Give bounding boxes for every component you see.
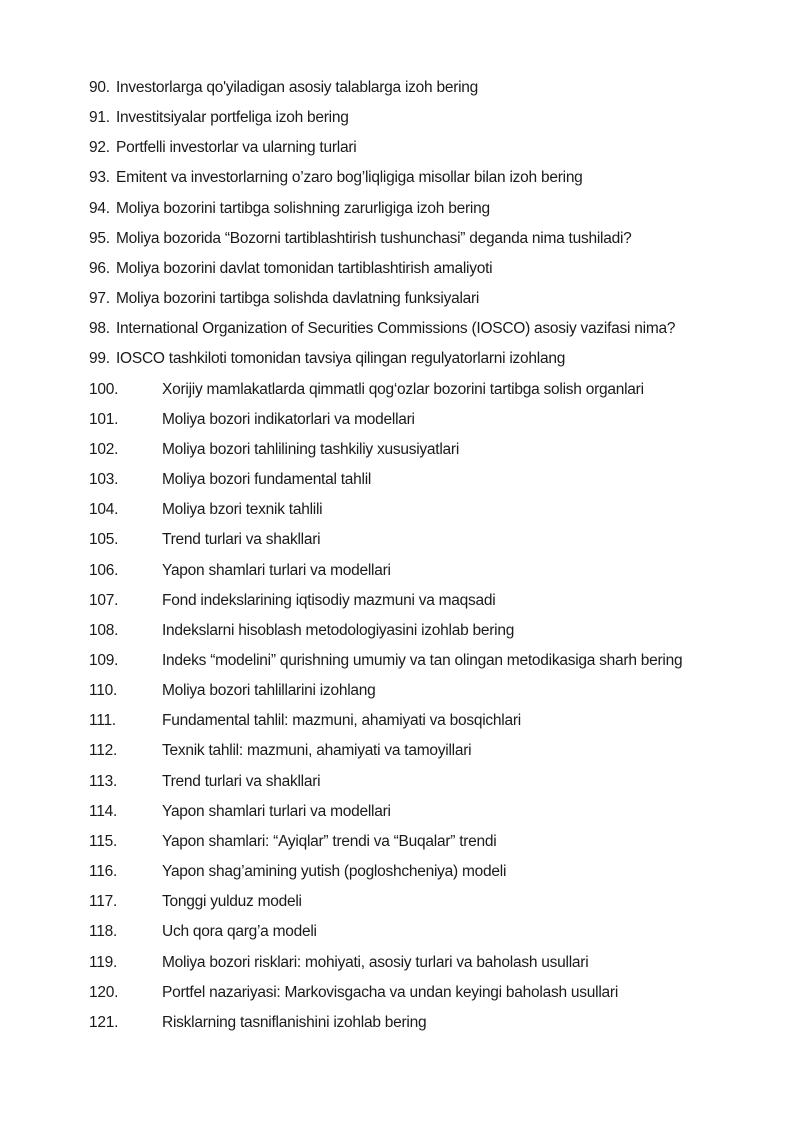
item-number: 91. [89,109,110,127]
item-text: Fond indekslarining iqtisodiy mazmuni va maqsadi [162,591,496,609]
list-item [89,736,779,766]
item-text: Emitent va investorlarning o’zaro bog’liqligiga misollar bilan izoh bering [116,169,583,187]
list-item [89,857,779,887]
item-text: Tonggi yulduz modeli [162,893,302,911]
list-item [89,978,779,1008]
item-text: Yapon shamlari: “Ayiqlar” trendi va “Buqalar” trendi [162,832,497,850]
list-item [89,435,779,465]
item-text: Texnik tahlil: mazmuni, ahamiyati va tamoyillari [162,742,472,760]
list-item [89,556,779,586]
item-number: 93. [89,169,110,187]
item-text: Moliya bozori fundamental tahlil [162,471,372,489]
item-number: 114. [89,802,118,820]
list-item [89,586,779,616]
item-number: 117. [89,893,118,911]
list-item [89,767,779,797]
question-list [89,73,779,1038]
item-number: 92. [89,139,110,157]
list-item [89,254,779,284]
item-number: 102. [89,440,119,458]
item-text: Moliya bozorida “Bozorni tartiblashtirish tushunchasi” deganda nima tushiladi? [116,229,632,247]
list-item [89,73,779,103]
item-number: 113. [89,772,118,790]
item-text: Moliya bozori tahlilining tashkiliy xususiyatlari [162,440,460,458]
list-item [89,676,779,706]
item-text: Indeks “modelini” qurishning umumiy va tan olingan metodikasiga sharh bering [162,651,683,669]
item-number: 109. [89,651,119,669]
list-item [89,917,779,947]
item-text: International Organization of Securities Commissions (IOSCO) asosiy vazifasi nima? [116,320,676,338]
list-item [89,646,779,676]
list-item [89,1008,779,1038]
list-item [89,706,779,736]
item-text: Moliya bozorini tartibga solishning zarurligiga izoh bering [116,199,490,217]
item-number: 100. [89,380,119,398]
item-number: 99. [89,350,110,368]
list-item [89,495,779,525]
list-item [89,344,779,374]
item-number: 118. [89,923,118,941]
list-item [89,616,779,646]
item-number: 96. [89,259,110,277]
item-text: Investorlarga qo'yiladigan asosiy talablarga izoh bering [116,79,479,96]
list-item [89,163,779,193]
list-item [89,948,779,978]
item-text: Yapon shamlari turlari va modellari [162,561,391,579]
item-text: Yapon shag’amining yutish (pogloshcheniya) modeli [162,863,507,881]
item-number: 97. [89,290,110,308]
item-text: Moliya bozori tahlillarini izohlang [162,682,376,700]
list-item [89,133,779,163]
item-number: 111. [89,712,116,730]
item-text: Moliya bozori risklari: mohiyati, asosiy turlari va baholash usullari [162,953,589,971]
item-number: 120. [89,983,119,1001]
item-text: Moliya bozori indikatorlari va modellari [162,410,415,428]
item-number: 104. [89,501,119,519]
item-number: 98. [89,320,110,338]
list-item [89,284,779,314]
item-number: 95. [89,229,110,247]
item-text: Trend turlari va shakllari [162,531,321,549]
item-text: Portfel nazariyasi: Markovisgacha va undan keyingi baholash usullari [162,983,619,1001]
item-number: 103. [89,471,119,489]
list-item [89,887,779,917]
list-item [89,405,779,435]
item-text: Yapon shamlari turlari va modellari [162,802,391,820]
item-number: 101. [89,410,119,428]
item-text: Moliya bozorini tartibga solishda davlatning funksiyalari [116,290,480,308]
item-text: IOSCO tashkiloti tomonidan tavsiya qilingan regulyatorlarni izohlang [116,350,566,368]
item-text: Fundamental tahlil: mazmuni, ahamiyati va bosqichlari [162,712,521,730]
item-number: 90. [89,79,110,96]
item-number: 119. [89,953,118,971]
item-text: Risklarning tasniflanishini izohlab bering [162,1013,427,1031]
list-item [89,375,779,405]
item-text: Trend turlari va shakllari [162,772,321,790]
item-text: Moliya bzori texnik tahlili [162,501,323,519]
list-item [89,103,779,133]
item-number: 110. [89,682,118,700]
list-item [89,314,779,344]
item-number: 112. [89,742,118,760]
item-number: 121. [89,1013,119,1031]
item-number: 106. [89,561,119,579]
item-text: Investitsiyalar portfeliga izoh bering [116,109,349,127]
item-number: 108. [89,621,119,639]
item-text: Moliya bozorini davlat tomonidan tartiblashtirish amaliyoti [116,259,493,277]
item-number: 105. [89,531,119,549]
item-number: 116. [89,863,118,881]
list-item [89,525,779,555]
list-item [89,224,779,254]
list-item [89,797,779,827]
item-number: 115. [89,832,118,850]
item-text: Uch qora qarg’a modeli [162,923,317,941]
item-text: Xorijiy mamlakatlarda qimmatli qog‘ozlar bozorini tartibga solish organlari [162,380,644,398]
item-number: 107. [89,591,119,609]
list-item [89,827,779,857]
list-item [89,465,779,495]
item-number: 94. [89,199,110,217]
list-item [89,194,779,224]
item-text: Portfelli investorlar va ularning turlari [116,139,357,157]
item-text: Indekslarni hisoblash metodologiyasini izohlab bering [162,621,515,639]
